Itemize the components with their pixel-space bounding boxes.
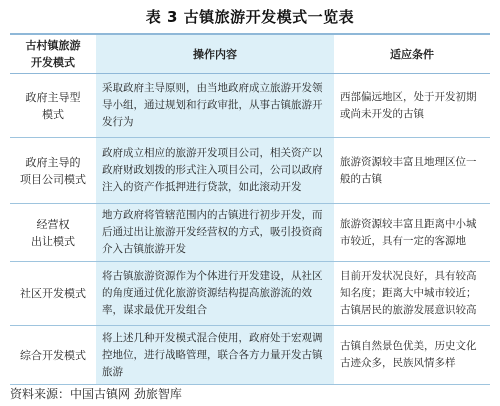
table-title: 表 3 古镇旅游开发模式一览表 (145, 8, 355, 26)
header-content: 操作内容 (96, 35, 334, 73)
row-mode: 经营权 出让模式 (31, 217, 75, 248)
row-content: 政府成立相应的旅游开发项目公司，相关资产以政府财政划拨的形式注入项目公司，公司以政府注入的资产作抵押进行贷款，如此滚动开发 (96, 138, 334, 203)
source-note: 资料来源：中国古镇网 劲旅智库 (10, 387, 182, 401)
row-condition: 旅游资源较丰富且距离中小城市较近，具有一定的客源地 (340, 217, 477, 247)
table-row (10, 326, 490, 385)
table-header-row (10, 35, 490, 74)
row-mode: 综合开发模式 (20, 348, 86, 362)
header-mode: 古村镇旅游 开发模式 (25, 39, 81, 69)
row-condition: 西部偏远地区，处于开发初期或尚未开发的古镇 (340, 90, 477, 120)
table-row (10, 262, 490, 326)
table-row (10, 74, 490, 138)
row-condition: 古镇自然景色优美，历史文化古迹众多，民族风情多样 (340, 340, 477, 369)
row-mode: 政府主导的 项目公司模式 (20, 155, 86, 186)
row-content: 将古镇旅游资源作为个体进行开发建设，从社区的角度通过优化旅游资源结构提高旅游流的效率，谋求最优开发组合 (96, 262, 334, 325)
row-condition: 旅游资源较丰富且地理区位一般的古镇 (340, 155, 477, 185)
row-content: 采取政府主导原则，由当地政府成立旅游开发领导小组，通过规划和行政审批，从事古镇旅游开发行为 (96, 74, 334, 137)
development-mode-table (10, 33, 490, 385)
row-content: 将上述几种开发模式混合使用，政府处于宏观调控地位，进行战略管理，联合各方力量开发古镇旅游 (96, 326, 334, 384)
row-condition: 目前开发状况良好，具有较高知名度；距离大中城市较近；古镇居民的旅游发展意识较高 (340, 270, 477, 316)
row-mode: 政府主导型 模式 (25, 90, 81, 121)
table-row (10, 204, 490, 262)
table-row (10, 138, 490, 204)
row-content: 地方政府将管辖范围内的古镇进行初步开发，而后通过出让旅游开发经营权的方式，吸引投资商介入古镇旅游开发 (96, 204, 334, 261)
header-condition: 适应条件 (390, 47, 434, 61)
row-mode: 社区开发模式 (20, 287, 86, 300)
